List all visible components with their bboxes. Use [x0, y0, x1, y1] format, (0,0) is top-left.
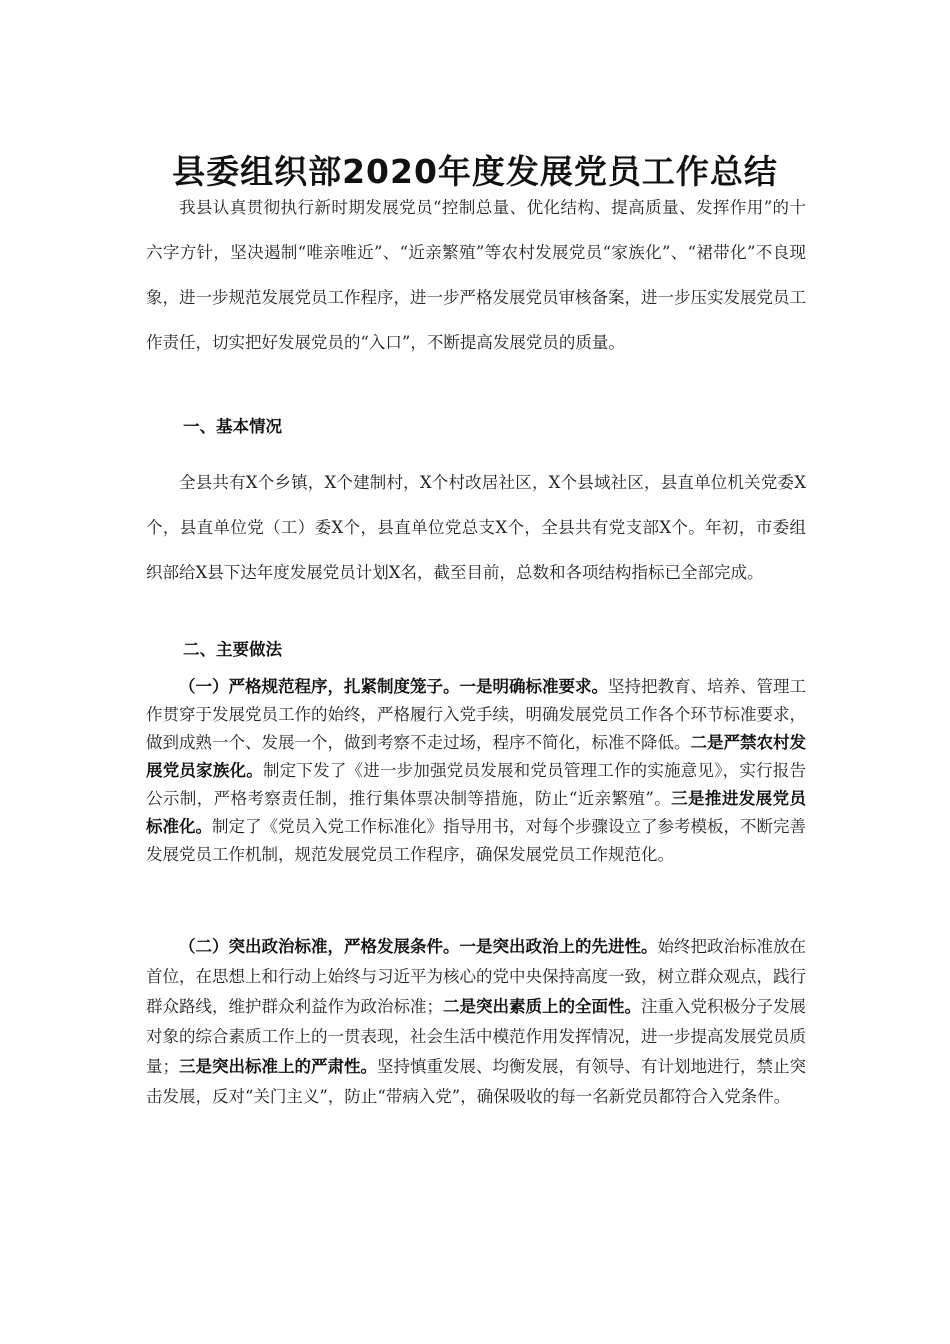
practice-paragraph-political-standard — [146, 932, 806, 1112]
point-text: 坚持慎重发展、均衡发展，有领导、有计划地进行，禁止突击发展，反对“关门主义”，防止“带病入党”，确保吸收的每一名新党员都符合入党条件。 — [146, 1057, 806, 1106]
practice-lead-political-standard: （二）突出政治标准，严格发展条件。 — [179, 937, 460, 956]
practice-paragraph-procedure — [146, 673, 806, 869]
point-text: 坚持把教育、培养、管理工作贯穿于发展党员工作的始终，严格履行入党手续，明确发展党员工作各个环节标准要求，做到成熟一个、发展一个，做到考察不走过场，程序不简化，标准不降低。 — [146, 677, 806, 752]
basic-situation-paragraph: 全县共有X个乡镇，X个建制村，X个村改居社区，X个县域社区，县直单位机关党委X个，县直单位党（工）委X个，县直单位党总支X个，全县共有党支部X个。年初，市委组织部给X县下达年度发展党员计划X名，截至目前，总数和各项结构指标已全部完成。 — [146, 473, 806, 582]
point-title: 一是突出政治上的先进性。 — [459, 937, 658, 956]
practice-lead-procedure: （一）严格规范程序，扎紧制度笼子。 — [179, 677, 460, 696]
intro-paragraph: 我县认真贯彻执行新时期发展党员“控制总量、优化结构、提高质量、发挥作用”的十六字方针，坚决遏制“唯亲唯近”、“近亲繁殖”等农村发展党员“家族化”、“裙带化”不良现象，进一步规范发展党员工作程序，进一步严格发展党员审核备案，进一步压实发展党员工作责任，切实把好发展党员的“入口”，不断提高发展党员的质量。 — [146, 198, 806, 352]
point-text: 制定下发了《进一步加强党员发展和党员管理工作的实施意见》，实行报告公示制，严格考察责任制，推行集体票决制等措施，防止“近亲繁殖”。 — [146, 761, 807, 808]
point-text: 始终把政治标准放在首位，在思想上和行动上始终与习近平为核心的党中央保持高度一致，树立群众观点，践行群众路线，维护群众利益作为政治标准； — [146, 937, 806, 1016]
point-title: 一是明确标准要求。 — [459, 677, 608, 696]
point-title: 三是推进发展党员标准化。 — [146, 789, 807, 836]
point-title: 二是严禁农村发展党员家族化。 — [146, 733, 806, 780]
section-heading-main-practices: 二、主要做法 — [183, 640, 282, 659]
point-text: 制定了《党员入党工作标准化》指导用书，对每个步骤设立了参考模板，不断完善发展党员工作机制，规范发展党员工作程序，确保发展党员工作规范化。 — [146, 817, 806, 864]
point-text: 注重入党积极分子发展对象的综合素质工作上的一贯表现，社会生活中模范作用发挥情况，进一步提高发展党员质量； — [146, 997, 806, 1076]
point-title: 二是突出素质上的全面性。 — [443, 997, 641, 1016]
section-heading-basic-situation: 一、基本情况 — [183, 417, 282, 436]
point-title: 三是突出标准上的严肃性。 — [179, 1057, 377, 1076]
document-title: 县委组织部2020年度发展党员工作总结 — [172, 152, 778, 192]
